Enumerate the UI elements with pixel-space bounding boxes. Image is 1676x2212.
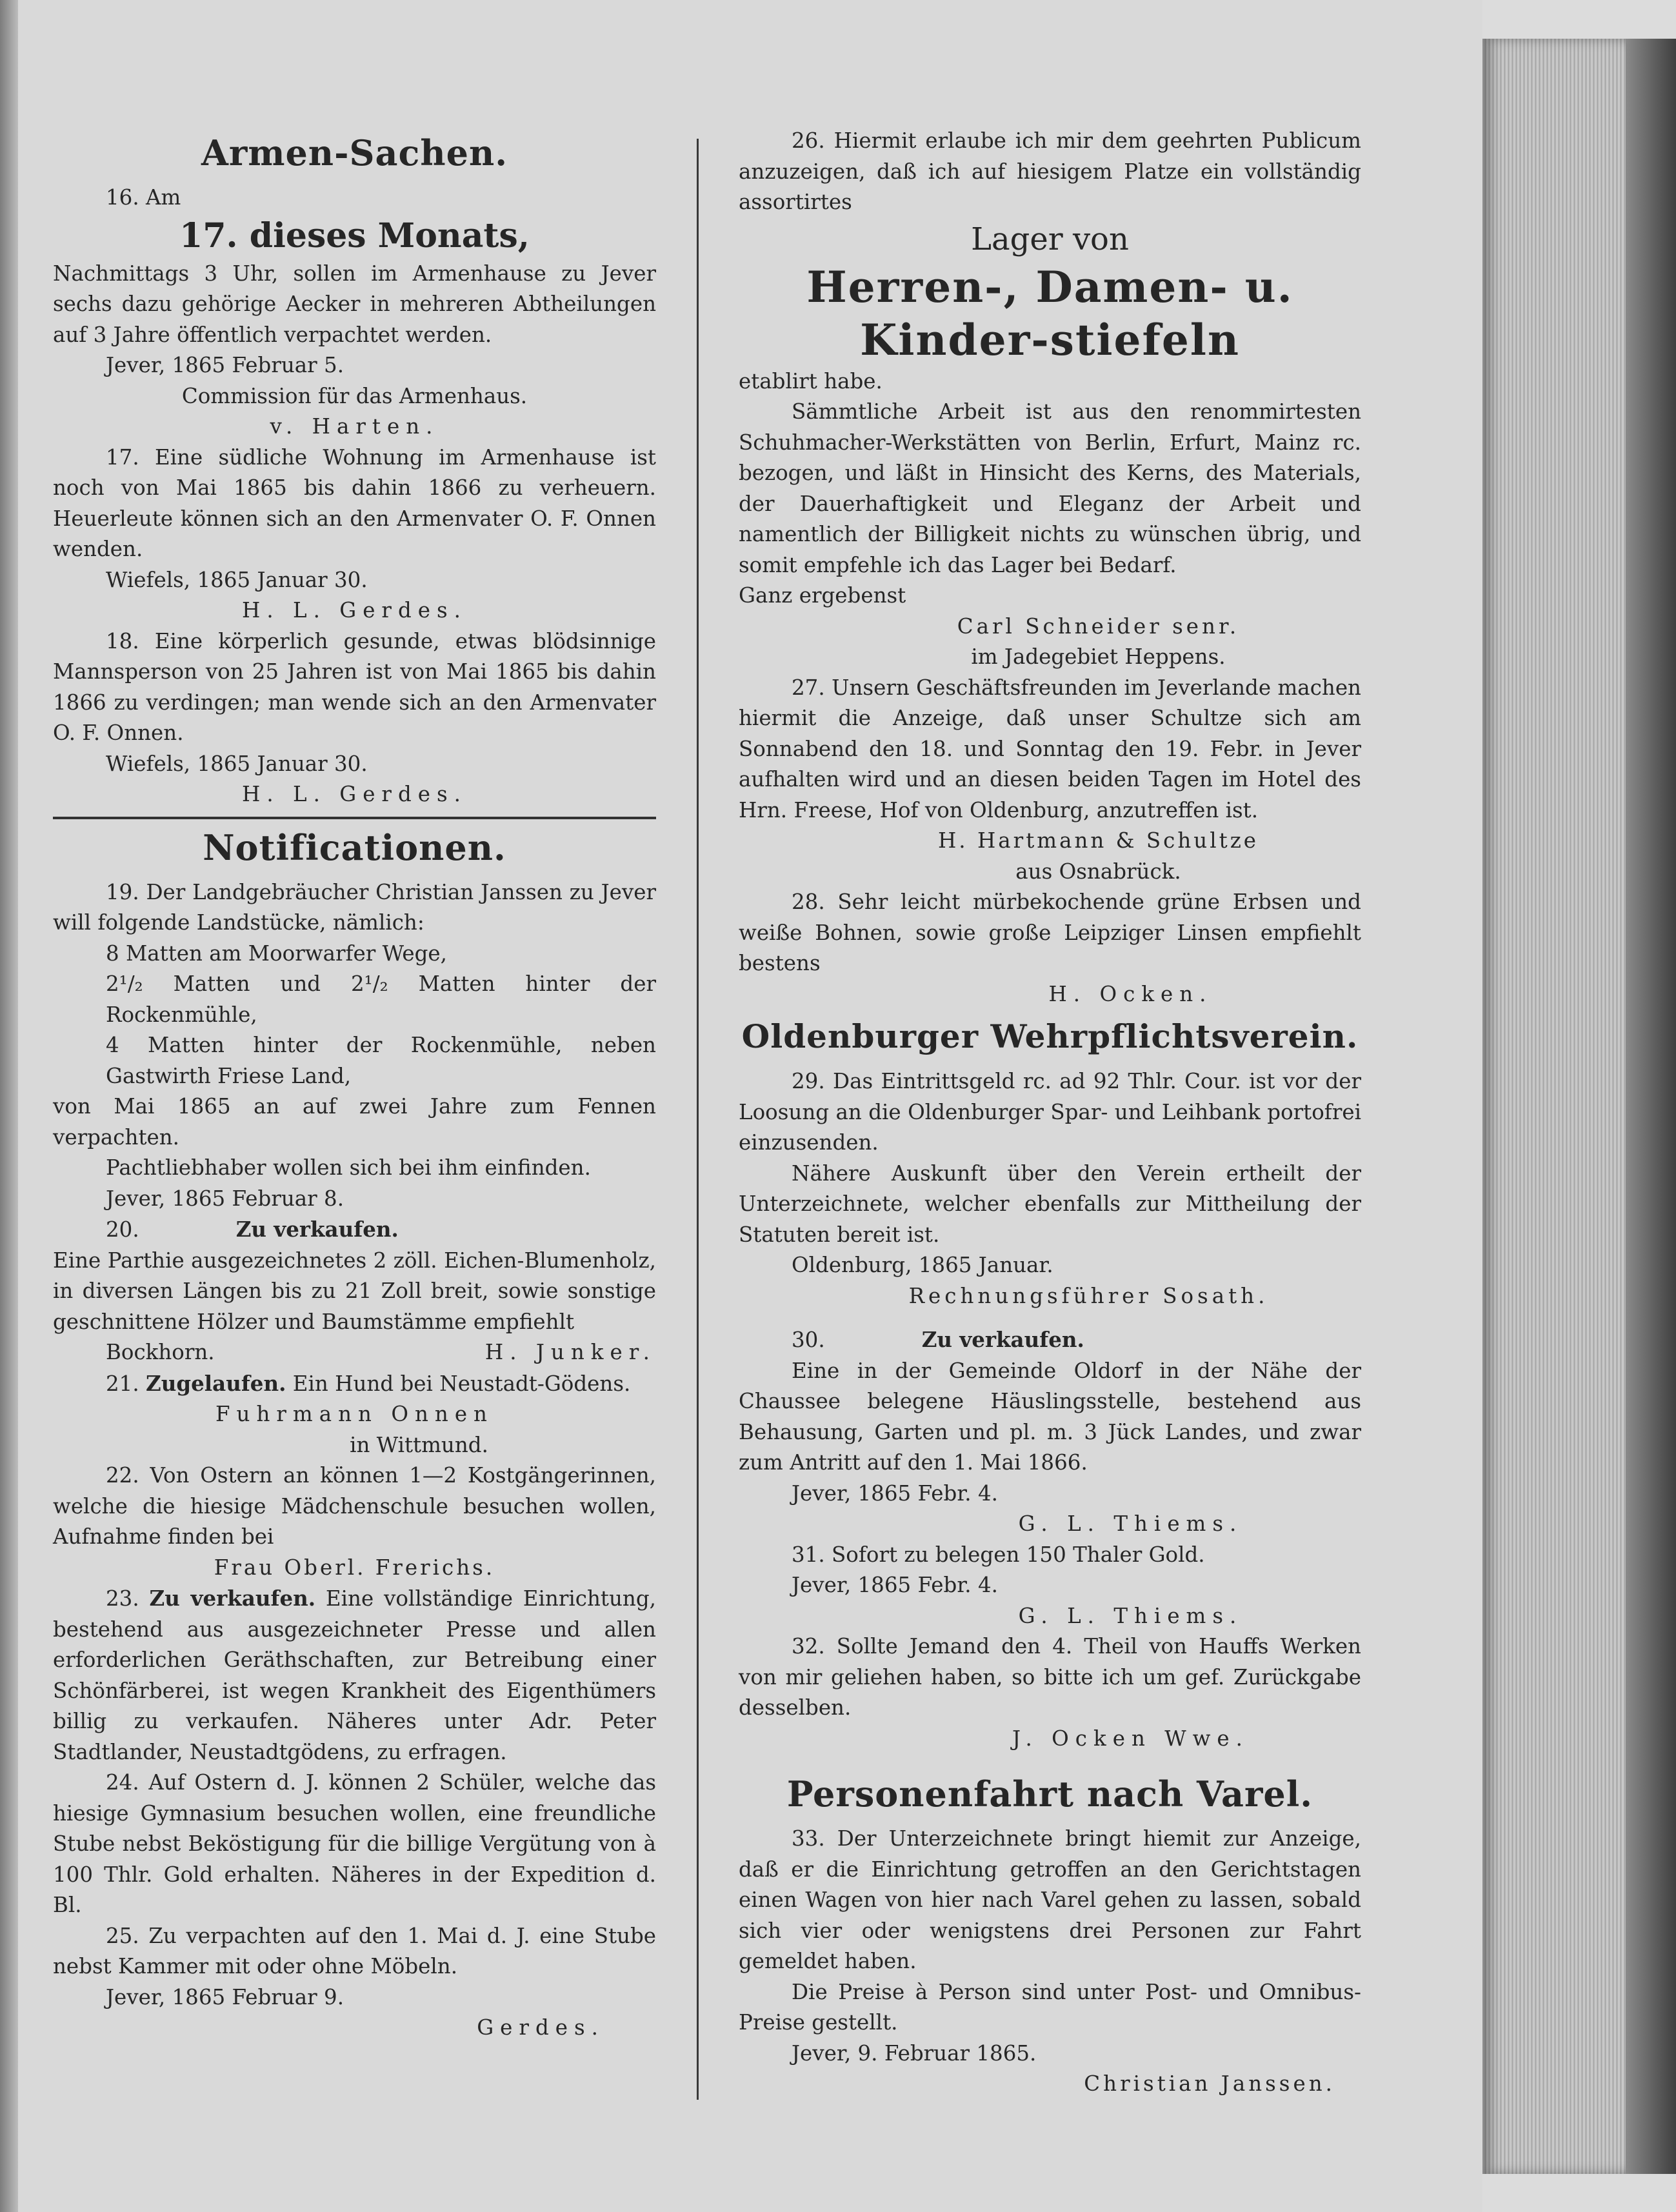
column-divider <box>697 139 699 2100</box>
book-edge-shadow <box>1626 39 1676 2174</box>
notice-19-item: 2¹/₂ Matten und 2¹/₂ Matten hinter der Rockenmühle, <box>106 971 656 1027</box>
section-divider <box>53 817 656 819</box>
notice-23-text <box>53 1583 656 1768</box>
notice-30-number: 30. <box>792 1328 825 1352</box>
notice-19-item: 4 Matten hinter der Rockenmühle, neben Gastwirth Friese Land, <box>106 1033 656 1088</box>
notice-16-lead: 16. Am <box>106 185 181 210</box>
notice-21-body: Ein Hund bei Neustadt-Gödens. <box>292 1371 631 1396</box>
notice-18-text: 18. Eine körperlich gesunde, etwas blödsinnige Mannsperson von 25 Jahren ist von Mai 1865 bis dahin 1866 zu verdingen; man wende sich an den Armenvater O. F. Onnen. <box>53 628 656 745</box>
notice-26-body: Sämmtliche Arbeit ist aus den renommirtesten Schuhmacher-Werkstätten von Berlin, Erfurt, Mainz rc. bezogen, und läßt in Hinsicht des Kerns, des Materials, der Dauerhaftigkeit und Eleganz der Arbeit und namentlich der Billigkeit nichts zu wünschen übrig, und somit empfehle ich das Lager bei Bedarf. <box>739 399 1361 577</box>
notice-26-established: etablirt habe. <box>739 368 883 394</box>
notice-24-text: 24. Auf Ostern d. J. können 2 Schüler, welche das hiesige Gymnasium besuchen wollen, eine freundliche Stube nebst Beköstigung für die billige Vergütung von à 100 Thlr. Gold erhalten. Näheres in der Expedition d. Bl. <box>53 1770 656 1917</box>
notice-31-text: 31. Sofort zu belegen 150 Thaler Gold. <box>792 1542 1205 1567</box>
notice-30-header <box>739 1324 1361 1356</box>
notice-16-date: 17. dieses Monats, <box>179 215 530 255</box>
notice-25-signature: Gerdes. <box>477 2015 604 2040</box>
notice-26-lager: Lager von <box>971 221 1129 257</box>
notice-20-header <box>53 1214 656 1246</box>
notice-21-location: in Wittmund. <box>350 1432 488 1457</box>
notice-21-title: Zugelaufen. <box>146 1370 286 1396</box>
notice-16-place: Jever, 1865 Februar 5. <box>106 353 344 377</box>
notice-33-place: Jever, 9. Februar 1865. <box>792 2040 1037 2066</box>
notice-18-signature: H. L. Gerdes. <box>241 782 468 806</box>
notice-23-body: Eine vollständige Einrichtung, bestehend aus ausgezeichneter Presse und allen erforderlichen Geräthschaften, zur Betreibung einer Schönfärberei, ist wegen Krankheit des Eigenthümers billig zu verkaufen. Näheres unter Adr. Peter Stadtlander, Neustadtgödens, zu erfragen. <box>53 1586 656 1764</box>
notice-22-text: 22. Von Ostern an können 1—2 Kostgängerinnen, welche die hiesige Mädchenschule besuchen wollen, Aufnahme finden bei <box>53 1463 656 1549</box>
notice-19-invite: Pachtliebhaber wollen sich bei ihm einfinden. <box>106 1155 591 1180</box>
notice-20-title: Zu verkaufen. <box>235 1217 399 1242</box>
notice-19-place: Jever, 1865 Februar 8. <box>106 1186 344 1211</box>
wehrpflichtsverein-heading: Oldenburger Wehrpflichtsverein. <box>741 1017 1359 1055</box>
binding-gutter <box>0 0 18 2212</box>
notice-28-signature: H. Ocken. <box>1048 981 1213 1006</box>
notice-21-number: 21. <box>106 1371 139 1396</box>
notice-21-signature: Fuhrmann Onnen <box>215 1402 494 1426</box>
notice-26-signature: Carl Schneider senr. <box>957 613 1240 639</box>
notice-30-title: Zu verkaufen. <box>921 1327 1084 1352</box>
notice-20-signature: H. Junker. <box>484 1340 656 1364</box>
notice-29-text: 29. Das Eintrittsgeld rc. ad 92 Thlr. Cour. ist vor der Loosung an die Oldenburger Spar- und Leihbank portofrei einzusenden. <box>739 1069 1361 1155</box>
notice-26-headline: Herren-, Damen- u. Kinder-stiefeln <box>806 261 1293 365</box>
notice-30-signature: G. L. Thiems. <box>1018 1511 1243 1536</box>
notice-31-signature: G. L. Thiems. <box>1018 1603 1243 1628</box>
notice-19-text: 19. Der Landgebräucher Christian Janssen zu Jever will folgende Landstücke, nämlich: <box>53 879 656 935</box>
notice-23-title: Zu verkaufen. <box>149 1586 316 1611</box>
notice-23-number: 23. <box>106 1586 139 1611</box>
notice-17-place: Wiefels, 1865 Januar 30. <box>106 567 368 592</box>
notice-27-text: 27. Unsern Geschäftsfreunden im Jeverlande machen hiermit die Anzeige, daß unser Schultze sich am Sonnabend den 18. und Sonntag den 19. Febr. in Jever aufhalten wird und an diesen beiden Tagen im Hotel des Hrn. Freese, Hof von Oldenburg, anzutreffen ist. <box>739 675 1361 822</box>
notice-26-close: Ganz ergebenst <box>739 583 906 608</box>
notice-29-place: Oldenburg, 1865 Januar. <box>792 1253 1053 1277</box>
notice-27-signature: H. Hartmann & Schultze <box>937 828 1259 853</box>
notice-33-text: 33. Der Unterzeichnete bringt hiemit zur Anzeige, daß er die Einrichtung getroffen an den Gerichtstagen einen Wagen von hier nach Varel gehen zu lassen, sobald sich vier oder wenigstens drei Personen zur Fahrt gemeldet haben. <box>739 1826 1361 1973</box>
notice-27-location: aus Osnabrück. <box>1015 859 1181 884</box>
armen-sachen-heading: Armen-Sachen. <box>201 132 508 174</box>
notice-29-signature: Rechnungsführer Sosath. <box>908 1283 1269 1308</box>
personenfahrt-heading: Personenfahrt nach Varel. <box>786 1773 1313 1815</box>
notice-25-place: Jever, 1865 Februar 9. <box>106 1984 344 2009</box>
notice-28-text: 28. Sehr leicht mürbekochende grüne Erbsen und weiße Bohnen, sowie große Leipziger Linsen empfiehlt bestens <box>739 890 1361 975</box>
notice-26-text: 26. Hiermit erlaube ich mir dem geehrten Publicum anzuzeigen, daß ich auf hiesigem Platze ein vollständig assortirtes <box>739 128 1361 214</box>
notice-17-signature: H. L. Gerdes. <box>241 598 468 623</box>
notice-25-text: 25. Zu verpachten auf den 1. Mai d. J. eine Stube nebst Kammer mit oder ohne Möbeln. <box>53 1923 656 1978</box>
notice-32-signature: J. Ocken Wwe. <box>1012 1726 1249 1751</box>
notice-26-location: im Jadegebiet Heppens. <box>971 644 1226 669</box>
notice-20-footer <box>53 1337 656 1368</box>
notice-29-more: Nähere Auskunft über den Verein ertheilt der Unterzeichnete, welcher ebenfalls zur Mittheilung der Statuten bereit ist. <box>739 1161 1361 1247</box>
notice-31-place: Jever, 1865 Febr. 4. <box>792 1573 998 1597</box>
notice-20-number: 20. <box>106 1217 139 1242</box>
left-column <box>53 126 656 2044</box>
notice-20-text: Eine Parthie ausgezeichnetes 2 zöll. Eichen-Blumenholz, in diversen Längen bis zu 21 Zoll breit, sowie sonstige geschnittene Hölzer und Baumstämme empfiehlt <box>53 1248 656 1334</box>
notice-30-place: Jever, 1865 Febr. 4. <box>792 1480 998 1506</box>
notice-22-signature: Frau Oberl. Frerichs. <box>214 1555 495 1580</box>
notice-33-signature: Christian Janssen. <box>1084 2071 1335 2096</box>
notice-33-price: Die Preise à Person sind unter Post- und Omnibus-Preise gestellt. <box>739 1979 1361 2035</box>
notice-17-text: 17. Eine südliche Wohnung im Armenhause ist noch von Mai 1865 bis dahin 1866 zu verheuern. Heuerleute können sich an den Armenvater O. F. Onnen wenden. <box>53 444 656 561</box>
notificationen-heading: Notificationen. <box>203 826 506 868</box>
notice-30-text: Eine in der Gemeinde Oldorf in der Nähe der Chaussee belegene Häuslingsstelle, bestehend aus Behausung, Garten und pl. m. 3 Jück Landes, und zwar zum Antritt auf den 1. Mai 1866. <box>739 1358 1361 1475</box>
notice-19-item: 8 Matten am Moorwarfer Wege, <box>106 941 447 966</box>
notice-16-commission: Commission für das Armenhaus. <box>181 383 528 408</box>
notice-18-place: Wiefels, 1865 Januar 30. <box>106 751 368 776</box>
notice-20-place: Bockhorn. <box>106 1340 215 1364</box>
right-column <box>739 126 1361 2100</box>
notice-19-rest: von Mai 1865 an auf zwei Jahre zum Fennen verpachten. <box>53 1094 656 1150</box>
notice-16-text: Nachmittags 3 Uhr, sollen im Armenhause zu Jever sechs dazu gehörige Aecker in mehreren Abtheilungen auf 3 Jahre öffentlich verpachtet werden. <box>53 261 656 347</box>
notice-21-text <box>53 1368 656 1400</box>
notice-16-signature: v. Harten. <box>270 414 439 439</box>
notice-32-text: 32. Sollte Jemand den 4. Theil von Hauffs Werken von mir geliehen haben, so bitte ich um gef. Zurückgabe desselben. <box>739 1634 1361 1720</box>
